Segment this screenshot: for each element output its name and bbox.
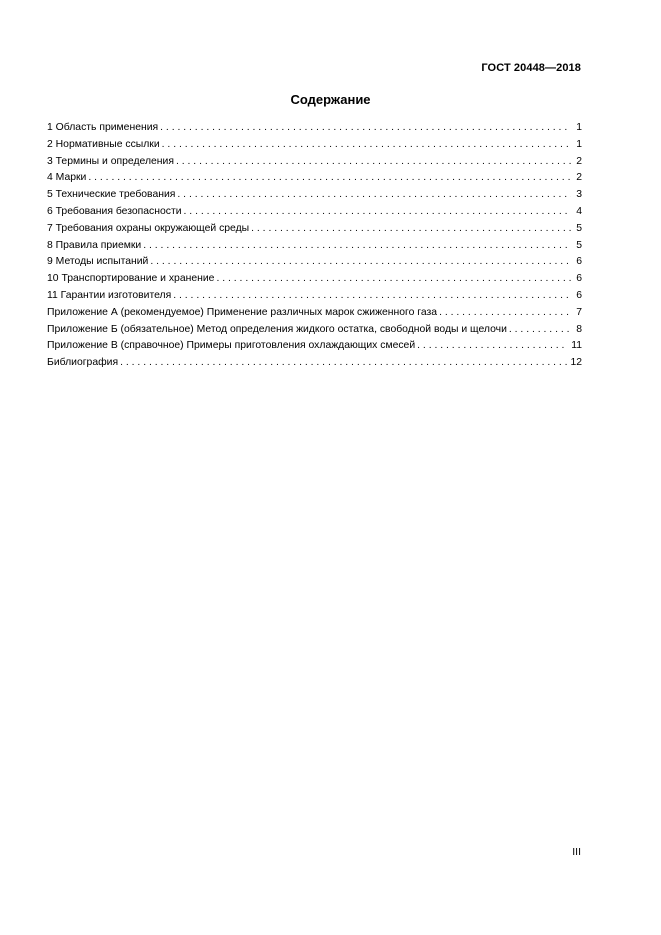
- dot-leader: [88, 170, 571, 187]
- toc-item-label: Приложение Б (обязательное) Метод определения жидкого остатка, свободной воды и щелочи: [47, 323, 507, 335]
- standard-code: ГОСТ 20448—2018: [481, 62, 581, 74]
- toc-item[interactable]: [47, 204, 582, 221]
- toc-item[interactable]: [47, 137, 582, 154]
- dot-leader: [173, 288, 571, 305]
- toc-item-label: Приложение В (справочное) Примеры приготовления охлаждающих смесей: [47, 340, 416, 352]
- toc-item-page: 5: [576, 239, 582, 251]
- dot-leader: [251, 221, 571, 238]
- toc-item[interactable]: [47, 154, 582, 171]
- toc-item-page: 2: [576, 155, 582, 167]
- toc-item-page: 3: [576, 189, 582, 201]
- dot-leader: [177, 187, 571, 204]
- toc-item[interactable]: [47, 170, 582, 187]
- dot-leader: [176, 154, 571, 171]
- toc-item[interactable]: [47, 305, 582, 322]
- toc-item[interactable]: [47, 271, 582, 288]
- toc-item-page: 7: [576, 306, 582, 318]
- dot-leader: [120, 355, 567, 372]
- toc-item[interactable]: [47, 288, 582, 305]
- toc-item-label: 11 Гарантии изготовителя: [47, 289, 172, 301]
- toc-item-label: 9 Методы испытаний: [47, 256, 149, 268]
- dot-leader: [184, 204, 571, 221]
- dot-leader: [439, 305, 571, 322]
- toc-item-label: 2 Нормативные ссылки: [47, 138, 160, 150]
- dot-leader: [160, 120, 571, 137]
- toc-item-page: 1: [576, 122, 582, 133]
- toc-item[interactable]: [47, 187, 582, 204]
- dot-leader: [143, 238, 571, 255]
- toc-item[interactable]: [47, 238, 582, 255]
- toc-item-page: 1: [576, 138, 582, 150]
- toc-item-label: 6 Требования безопасности: [47, 205, 182, 217]
- toc-item[interactable]: [47, 338, 582, 355]
- toc-title: Содержание: [290, 92, 371, 107]
- toc-item[interactable]: [47, 254, 582, 271]
- toc-item-label: 8 Правила приемки: [47, 239, 142, 251]
- dot-leader: [162, 137, 571, 154]
- toc-item-label: Приложение А (рекомендуемое) Применение различных марок сжиженного газа: [47, 306, 438, 318]
- toc-item-page: 6: [576, 273, 582, 285]
- toc-item-label: 1 Область применения: [47, 122, 159, 133]
- page-number: III: [572, 846, 581, 858]
- toc-item-page: 11: [571, 340, 582, 352]
- toc-item-page: 4: [576, 205, 582, 217]
- toc-item[interactable]: [47, 221, 582, 238]
- dot-leader: [509, 322, 571, 339]
- toc-item[interactable]: [47, 120, 582, 137]
- toc-item[interactable]: [47, 322, 582, 339]
- toc-item[interactable]: [47, 355, 582, 372]
- toc-item-label: 3 Термины и определения: [47, 155, 174, 167]
- toc-item-label: 10 Транспортирование и хранение: [47, 273, 215, 285]
- table-of-contents: [47, 120, 582, 372]
- toc-item-page: 6: [576, 289, 582, 301]
- toc-item-page: 12: [570, 357, 582, 369]
- toc-item-label: 4 Марки: [47, 172, 87, 184]
- toc-item-page: 8: [576, 323, 582, 335]
- toc-item-page: 5: [576, 222, 582, 234]
- toc-item-label: 7 Требования охраны окружающей среды: [47, 222, 250, 234]
- dot-leader: [150, 254, 571, 271]
- dot-leader: [417, 338, 568, 355]
- toc-item-label: Библиография: [47, 357, 119, 369]
- toc-item-label: 5 Технические требования: [47, 189, 176, 201]
- toc-item-page: 6: [576, 256, 582, 268]
- toc-item-page: 2: [576, 172, 582, 184]
- dot-leader: [216, 271, 571, 288]
